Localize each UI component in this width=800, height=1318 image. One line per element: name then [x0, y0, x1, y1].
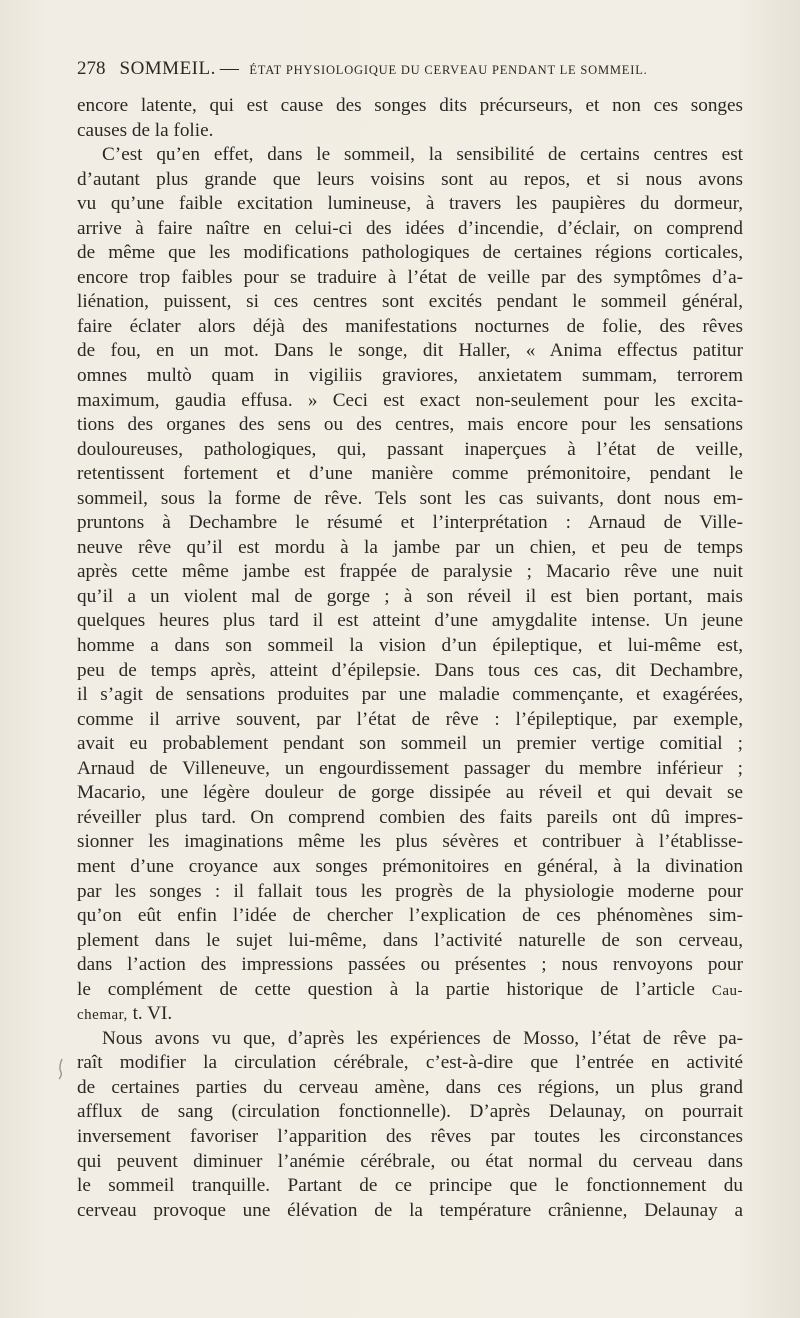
text-line-25: il s’agit de sensations produites par une maladie commençante, et exagérées,	[77, 684, 743, 706]
text-line-24: peu de temps après, atteint d’épilepsie. Dans tous ces cas, dit Dechambre,	[77, 659, 743, 681]
text-line-14: tions des organes des sens ou des centres, mais encore pour les sensations	[77, 414, 743, 436]
text-line-41: de certaines parties du cerveau amène, dans ces régions, un plus grand	[77, 1076, 743, 1098]
text-line-30: réveiller plus tard. On comprend combien des faits pareils ont dû impres-	[77, 806, 743, 828]
text-line-40: raît modifier la circulation cérébrale, c’est-à-dire que l’entrée en activité	[77, 1052, 743, 1074]
text-line-19: neuve rêve qu’il est mordu à la jambe par un chien, et peu de temps	[77, 536, 743, 558]
text-line-35: plement dans le sujet lui-même, dans l’activité naturelle de son cerveau,	[77, 929, 743, 951]
text-line-36: dans l’action des impressions passées ou présentes ; nous renvoyons pour	[77, 954, 743, 976]
text-line-4: d’autant plus grande que leurs voisins sont au repos, et si nous avons	[77, 168, 743, 190]
article-reference-small-caps: Cau-	[711, 982, 744, 999]
text-line-23: homme a dans son sommeil la vision d’un épileptique, et lui-même est,	[77, 635, 743, 657]
article-reference-small-caps-cont: chemar,	[77, 1007, 128, 1024]
text-line-34: qu’on eût enfin l’idée de chercher l’explication de ces phénomènes sim-	[77, 905, 743, 927]
text-line-32: ment d’une croyance aux songes prémonitoires en général, à la divination	[77, 855, 743, 877]
text-line-9: liénation, puissent, si ces centres sont excités pendant le sommeil général,	[77, 291, 743, 313]
text-line-8: encore trop faibles pour se traduire à l’état de veille par des symptômes d’a-	[77, 266, 743, 288]
text-line-6: arrive à faire naître en celui-ci des idées d’incendie, d’éclair, on comprend	[77, 217, 743, 239]
margin-pencil-mark-icon	[58, 1058, 64, 1080]
text-line-16: retentissent fortement et d’une manière comme prémonitoire, pendant le	[77, 463, 743, 485]
text-line-17: sommeil, sous la forme de rêve. Tels sont les cas suivants, dont nous em-	[77, 487, 743, 509]
body-text	[77, 94, 743, 1223]
text-line-22: quelques heures plus tard il est atteint d’une amygdalite intense. Un jeune	[77, 610, 743, 632]
text-line-46: cerveau provoque une élévation de la température crânienne, Delaunay a	[77, 1199, 743, 1221]
text-line-44: qui peuvent diminuer l’anémie cérébrale, ou état normal du cerveau dans	[77, 1150, 743, 1172]
text-line-20: après cette même jambe est frappée de paralysie ; Macario rêve une nuit	[77, 561, 743, 583]
text-line-26: comme il arrive souvent, par l’état de rêve : l’épileptique, par exemple,	[77, 708, 743, 730]
text-line-27: avait eu probablement pendant son sommeil un premier vertige comitial ;	[77, 733, 743, 755]
text-line-21: qu’il a un violent mal de gorge ; à son réveil il est bien portant, mais	[77, 585, 743, 607]
text-line-28: Arnaud de Villeneuve, un engourdissement passager du membre inférieur ;	[77, 757, 743, 779]
text-line-29: Macario, une légère douleur de gorge dissipée au réveil et qui devait se	[77, 782, 743, 804]
text-line-39: Nous avons vu que, d’après les expériences de Mosso, l’état de rêve pa-	[102, 1027, 743, 1049]
text-line-18: pruntons à Dechambre le résumé et l’interprétation : Arnaud de Ville-	[77, 512, 743, 534]
text-line-5: vu qu’une faible excitation lumineuse, à travers les paupières du dormeur,	[77, 193, 743, 215]
text-line-33: par les songes : il fallait tous les progrès de la physiologie moderne pour	[77, 880, 743, 902]
running-subtitle: ÉTAT PHYSIOLOGIQUE DU CERVEAU PENDANT LE SOMMEIL.	[249, 63, 648, 77]
text-line-42: afflux de sang (circulation fonctionnelle). D’après Delaunay, on pourrait	[77, 1101, 743, 1123]
page-number: 278	[77, 58, 106, 79]
text-line-13: maximum, gaudia effusa. » Ceci est exact non-seulement pour les excita-	[77, 389, 743, 411]
text-line-12: omnes multò quam in vigiliis graviores, anxietatem summam, terrorem	[77, 365, 743, 387]
text-line-10: faire éclater alors déjà des manifestations nocturnes de folie, des rêves	[77, 315, 743, 337]
text-line-2: causes de la folie.	[77, 119, 214, 141]
text-line-38-text: t. VI.	[132, 1003, 173, 1025]
text-line-1: encore latente, qui est cause des songes dits précurseurs, et non ces songes	[77, 95, 743, 116]
text-line-3: C’est qu’en effet, dans le sommeil, la sensibilité de certains centres est	[102, 144, 743, 166]
text-line-31: sionner les imaginations même les plus sévères et contribuer à l’établisse-	[77, 831, 743, 853]
running-title: SOMMEIL.	[119, 58, 216, 79]
text-line-37	[77, 978, 743, 1003]
text-line-7: de même que les modifications pathologiques de certaines régions corticales,	[77, 242, 743, 264]
text-line-15: douloureuses, pathologiques, qui, passant inaperçues à l’état de veille,	[77, 438, 743, 460]
header-separator: —	[219, 58, 240, 79]
running-header	[77, 58, 747, 88]
text-line-43: inversement favoriser l’apparition des rêves par toutes les circonstances	[77, 1125, 743, 1147]
text-line-37-text: le complément de cette question à la partie historique de l’article	[77, 978, 695, 1000]
text-line-11: de fou, en un mot. Dans le songe, dit Haller, « Anima effectus patitur	[77, 340, 743, 362]
text-line-45: le sommeil tranquille. Partant de ce principe que le fonctionnement du	[77, 1175, 743, 1197]
text-line-38	[77, 1002, 743, 1027]
